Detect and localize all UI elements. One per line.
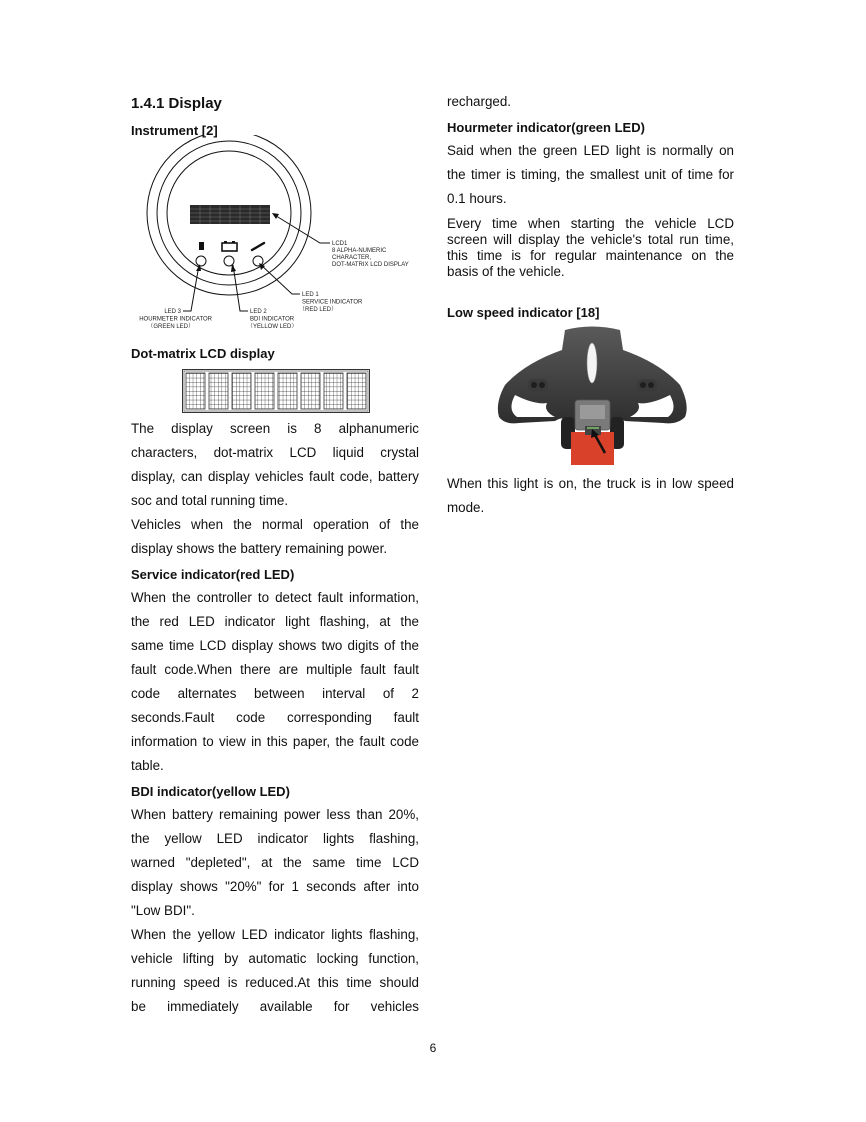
hourmeter-description: Said when the green LED light is normally on the timer is timing, the smallest unit of time for 0.1 hours. [447,143,734,206]
instrument-diagram [125,135,435,335]
lcd-label: LCD1 8 ALPHA-NUMERIC CHARACTER, DOT-MATRIX LCD DISPLAY [332,241,409,268]
hourmeter-heading: Hourmeter indicator(green LED) [447,120,645,135]
led3-green [196,256,206,266]
battery-icon [222,241,237,251]
led3-label: LED 3 HOURMETER INDICATOR （GREEN LED） [139,309,212,330]
service-heading: Service indicator(red LED) [131,567,295,582]
bdi-heading: BDI indicator(yellow LED) [131,784,290,799]
lcd-display [190,205,270,224]
hourglass-icon [199,242,204,250]
display-description: The display screen is 8 alphanumeric characters, dot-matrix LCD liquid crystal display, can display vehicles fault code, battery soc and total running time. Vehicles when the normal operation of the display shows the battery remaining power. [131,421,419,556]
led1-label: LED 1 SERVICE INDICATOR （RED LED） [299,292,363,313]
dotmatrix-heading: Dot-matrix LCD display [131,346,275,361]
bdi-description: When battery remaining power less than 20%, the yellow LED indicator lights flashing, warned "depleted", at the same time LCD display shows "20%" for 1 seconds after into "Low BDI". When the yellow LED indicator lights flashing, vehicle lifting by automatic locking function, running speed is reduced.At this time should be immediately available for vehicles [131,807,419,1014]
led2-yellow [224,256,234,266]
section-title: 1.4.1 Display [131,95,222,112]
lowspeed-description: When this light is on, the truck is in low speed mode. [447,476,734,515]
dotmatrix-graphic [182,369,370,413]
wrench-icon [252,243,264,250]
continued-text: recharged. [447,94,512,109]
instrument-heading: Instrument [2] [131,123,218,138]
lowspeed-heading: Low speed indicator [18] [447,305,600,320]
led2-label: LED 2 BDI INDICATOR （YELLOW LED） [247,309,298,330]
page-number: 6 [429,1041,437,1055]
tiller-handle-image [495,325,690,465]
service-description: When the controller to detect fault information, the red LED indicator light flashing, at the same time LCD display shows two digits of the fault code.When there are multiple fault fault code alternates between interval of 2 seconds.Fault code corresponding fault information to view in this paper, the fault code table. [131,590,419,773]
runtime-description: Every time when starting the vehicle LCD screen will display the vehicle's total run time, this time is for regular maintenance on the basis of the vehicle. [447,216,734,279]
